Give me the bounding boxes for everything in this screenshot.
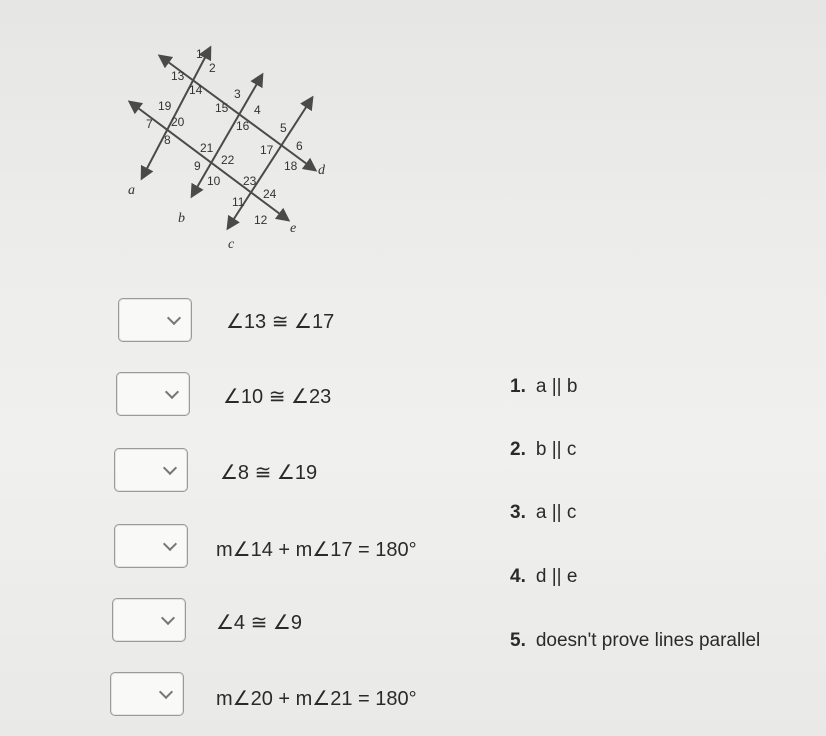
angle-label-5: 5 <box>280 121 287 135</box>
statement-text: ∠10 ≅ ∠23 <box>223 386 332 408</box>
chevron-down-icon <box>167 311 181 325</box>
option-text: b || c <box>535 439 577 460</box>
line-label-b: b <box>178 211 185 226</box>
option-item <box>510 566 577 588</box>
option-number: 2. <box>510 439 526 460</box>
parallel-lines-diagram <box>0 0 826 260</box>
answer-dropdown-1[interactable] <box>118 298 192 342</box>
chevron-down-icon <box>161 611 175 625</box>
angle-label-11: 11 <box>232 195 245 209</box>
angle-label-14: 14 <box>189 83 203 97</box>
statement-row <box>0 372 826 422</box>
option-text: a || c <box>535 502 577 523</box>
angle-label-21: 21 <box>200 141 214 155</box>
option-item <box>510 376 577 398</box>
angle-label-13: 13 <box>171 69 185 83</box>
angle-label-1: 1 <box>196 47 203 61</box>
angle-label-7: 7 <box>146 117 153 131</box>
line-label-e: e <box>290 221 297 236</box>
chevron-down-icon <box>163 461 177 475</box>
statement-row <box>0 524 826 574</box>
angle-label-2: 2 <box>209 61 216 75</box>
option-text: d || e <box>535 566 578 587</box>
option-item <box>510 630 760 652</box>
line-label-d: d <box>318 163 325 178</box>
statement-row <box>0 672 826 722</box>
angle-label-12: 12 <box>254 213 268 227</box>
statement-text: ∠8 ≅ ∠19 <box>220 462 318 484</box>
angle-label-9: 9 <box>194 159 201 173</box>
line-e <box>130 102 288 220</box>
angle-label-6: 6 <box>296 139 303 153</box>
chevron-down-icon <box>159 685 173 699</box>
angle-label-16: 16 <box>236 119 250 133</box>
angle-label-22: 22 <box>221 153 235 167</box>
option-text: doesn't prove lines parallel <box>535 630 761 651</box>
angle-label-24: 24 <box>263 187 277 201</box>
angle-label-8: 8 <box>164 133 171 147</box>
option-number: 4. <box>510 566 526 587</box>
answer-dropdown-4[interactable] <box>114 524 188 568</box>
option-number: 3. <box>510 502 526 523</box>
answer-dropdown-5[interactable] <box>112 598 186 642</box>
statement-text: m∠20 + m∠21 = 180° <box>216 688 417 710</box>
answer-dropdown-2[interactable] <box>116 372 190 416</box>
option-text: a || b <box>535 376 578 397</box>
angle-label-17: 17 <box>260 143 274 157</box>
option-item <box>510 502 576 524</box>
statement-text: m∠14 + m∠17 = 180° <box>216 539 417 561</box>
answer-dropdown-3[interactable] <box>114 448 188 492</box>
angle-label-4: 4 <box>254 103 261 117</box>
option-number: 1. <box>510 376 526 397</box>
option-item <box>510 439 576 461</box>
angle-label-19: 19 <box>158 99 172 113</box>
line-label-c: c <box>228 237 235 252</box>
statement-row <box>0 298 826 348</box>
angle-label-23: 23 <box>243 174 257 188</box>
line-label-a: a <box>128 183 135 198</box>
chevron-down-icon <box>165 385 179 399</box>
option-number: 5. <box>510 630 526 651</box>
angle-label-18: 18 <box>284 159 298 173</box>
angle-label-20: 20 <box>171 115 185 129</box>
angle-label-15: 15 <box>215 101 229 115</box>
answer-dropdown-6[interactable] <box>110 672 184 716</box>
angle-label-10: 10 <box>207 174 221 188</box>
statement-text: ∠4 ≅ ∠9 <box>216 612 302 634</box>
statement-text: ∠13 ≅ ∠17 <box>226 311 335 333</box>
statement-row <box>0 448 826 498</box>
chevron-down-icon <box>163 537 177 551</box>
angle-label-3: 3 <box>234 87 241 101</box>
